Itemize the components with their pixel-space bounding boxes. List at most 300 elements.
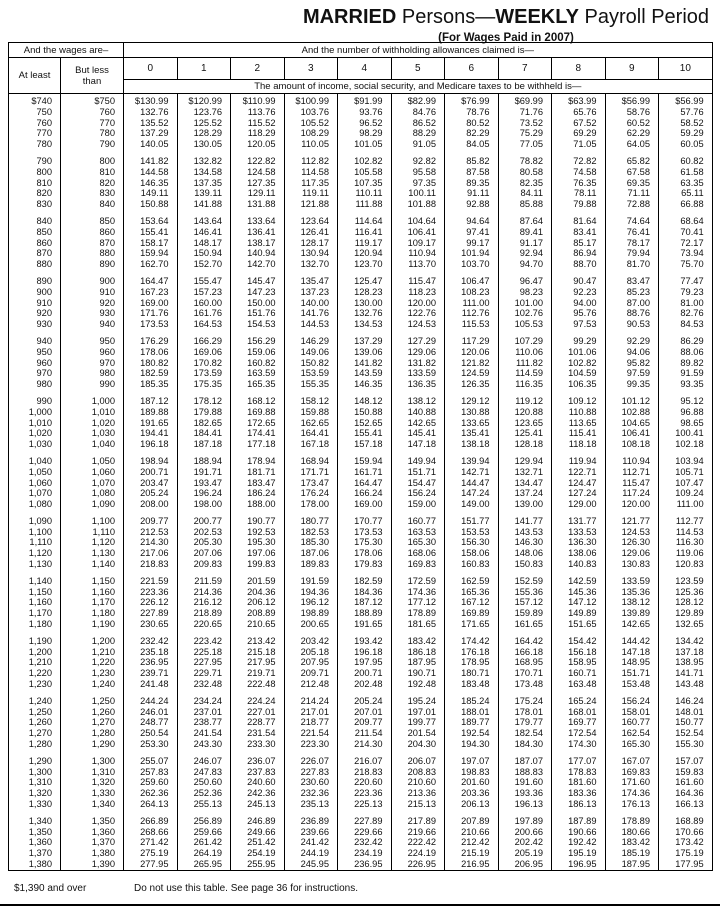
withholding-amount-cell: 101.88 — [391, 199, 445, 210]
withholding-amount-cell: 179.88 — [177, 407, 231, 418]
table-row — [9, 439, 713, 450]
withholding-amount-cell: 180.66 — [605, 827, 659, 838]
withholding-amount-cell: 144.47 — [445, 478, 499, 489]
withholding-amount-cell: 121.82 — [445, 358, 499, 369]
wage-but-less-cell: 1,040 — [61, 439, 124, 450]
withholding-amount-cell: 138.12 — [391, 390, 445, 407]
table-row — [9, 707, 713, 718]
withholding-amount-cell: $130.99 — [124, 94, 178, 107]
withholding-amount-cell: 161.65 — [498, 619, 552, 630]
withholding-amount-cell: 246.07 — [177, 750, 231, 767]
wage-but-less-cell: 870 — [61, 238, 124, 249]
title-married: MARRIED — [302, 6, 397, 28]
withholding-amount-cell: 168.95 — [498, 657, 552, 668]
withholding-amount-cell: 209.77 — [338, 717, 392, 728]
footer-instruction-note: Do not use this table. See page 36 for instructions. — [134, 882, 359, 894]
withholding-amount-cell: 241.42 — [284, 837, 338, 848]
withholding-amount-cell: 92.88 — [445, 199, 499, 210]
withholding-amount-cell: 124.58 — [231, 167, 285, 178]
withholding-amount-cell: 152.54 — [659, 728, 713, 739]
withholding-amount-cell: 205.18 — [284, 647, 338, 658]
withholding-amount-cell: 141.71 — [659, 668, 713, 679]
wage-at-least-cell: 850 — [36, 226, 52, 237]
withholding-amount-cell: 87.58 — [445, 167, 499, 178]
withholding-amount-cell: 195.30 — [231, 537, 285, 548]
withholding-amount-cell: 158.01 — [605, 707, 659, 718]
withholding-amount-cell: 98.29 — [338, 128, 392, 139]
withholding-amount-cell: 198.94 — [124, 450, 178, 467]
withholding-amount-cell: 126.41 — [284, 227, 338, 238]
withholding-amount-cell: 142.65 — [391, 418, 445, 429]
document-header — [300, 6, 712, 44]
wage-but-less-cell: 770 — [61, 118, 124, 129]
wage-at-least-cell: 900 — [36, 286, 52, 297]
withholding-amount-cell: 114.58 — [284, 167, 338, 178]
withholding-amount-cell: 181.65 — [391, 619, 445, 630]
table-row — [9, 608, 713, 619]
withholding-amount-cell: 216.12 — [177, 597, 231, 608]
withholding-amount-cell: 114.53 — [659, 527, 713, 538]
withholding-amount-cell: 217.06 — [124, 548, 178, 559]
withholding-amount-cell: 218.83 — [338, 767, 392, 778]
withholding-amount-cell: 152.59 — [498, 570, 552, 587]
withholding-amount-cell: 205.24 — [124, 488, 178, 499]
withholding-amount-cell: 146.24 — [659, 690, 713, 707]
withholding-amount-cell: 136.41 — [231, 227, 285, 238]
withholding-amount-cell: 169.00 — [338, 499, 392, 510]
withholding-amount-cell: 144.42 — [605, 630, 659, 647]
withholding-amount-cell: 151.77 — [445, 510, 499, 527]
withholding-amount-cell: 77.47 — [659, 270, 713, 287]
withholding-amount-cell: $100.99 — [284, 94, 338, 107]
withholding-amount-cell: 158.12 — [284, 390, 338, 407]
withholding-amount-cell: 232.36 — [284, 788, 338, 799]
withholding-amount-cell: 236.07 — [231, 750, 285, 767]
withholding-amount-cell: 115.47 — [391, 270, 445, 287]
withholding-amount-cell: 191.65 — [124, 418, 178, 429]
withholding-amount-cell: 157.23 — [177, 287, 231, 298]
withholding-amount-cell: 183.48 — [445, 679, 499, 690]
withholding-amount-cell: 131.82 — [391, 358, 445, 369]
withholding-amount-cell: 117.29 — [445, 330, 499, 347]
withholding-amount-cell: 139.00 — [498, 499, 552, 510]
withholding-amount-cell: $110.99 — [231, 94, 285, 107]
table-row — [9, 478, 713, 489]
wage-at-least-cell: 890 — [36, 275, 52, 286]
withholding-amount-cell: 111.00 — [445, 298, 499, 309]
withholding-amount-cell: 150.82 — [284, 358, 338, 369]
withholding-amount-cell: 148.17 — [177, 238, 231, 249]
withholding-amount-cell: 170.82 — [177, 358, 231, 369]
withholding-amount-cell: 255.13 — [177, 799, 231, 810]
withholding-amount-cell: 85.23 — [605, 287, 659, 298]
withholding-amount-cell: 231.54 — [231, 728, 285, 739]
withholding-amount-cell: 86.52 — [391, 118, 445, 129]
withholding-amount-cell: 215.13 — [391, 799, 445, 810]
withholding-amount-cell: 214.24 — [284, 690, 338, 707]
withholding-amount-cell: 236.95 — [124, 657, 178, 668]
withholding-amount-cell: 153.48 — [605, 679, 659, 690]
withholding-amount-cell: 196.18 — [124, 439, 178, 450]
withholding-amount-cell: 226.12 — [124, 597, 178, 608]
withholding-amount-cell: 175.30 — [338, 537, 392, 548]
withholding-amount-cell: 78.17 — [605, 238, 659, 249]
withholding-amount-cell: 144.53 — [284, 319, 338, 330]
withholding-amount-cell: 155.35 — [284, 379, 338, 390]
withholding-amount-cell: 120.94 — [338, 248, 392, 259]
withholding-amount-cell: 254.19 — [231, 848, 285, 859]
withholding-amount-cell: 72.82 — [552, 150, 606, 167]
withholding-amount-cell: 151.71 — [391, 467, 445, 478]
withholding-amount-cell: 211.54 — [338, 728, 392, 739]
withholding-amount-cell: 90.53 — [605, 319, 659, 330]
wage-at-least-cell: 1,130 — [28, 559, 52, 570]
withholding-amount-cell: 245.13 — [231, 799, 285, 810]
wage-but-less-cell: 890 — [61, 259, 124, 270]
withholding-amount-cell: 271.42 — [124, 837, 178, 848]
withholding-amount-cell: 236.89 — [284, 810, 338, 827]
withholding-amount-cell: 169.89 — [445, 608, 499, 619]
withholding-amount-cell: 126.35 — [445, 379, 499, 390]
but-less-than-column-header: But less than — [61, 58, 124, 94]
withholding-amount-cell: 160.82 — [231, 358, 285, 369]
withholding-amount-cell: 182.59 — [338, 570, 392, 587]
withholding-amount-cell: 115.52 — [231, 118, 285, 129]
withholding-amount-cell: 189.77 — [445, 717, 499, 728]
withholding-amount-cell: 89.41 — [498, 227, 552, 238]
table-row — [9, 537, 713, 548]
table-row — [9, 488, 713, 499]
withholding-amount-cell: $120.99 — [177, 94, 231, 107]
allowance-count-header: 2 — [231, 58, 285, 80]
withholding-amount-cell: 163.59 — [231, 368, 285, 379]
withholding-amount-cell: 99.17 — [445, 238, 499, 249]
withholding-amount-cell: 129.89 — [659, 608, 713, 619]
withholding-amount-cell: 197.07 — [445, 750, 499, 767]
withholding-amount-cell: 138.12 — [605, 597, 659, 608]
withholding-amount-cell: 193.36 — [498, 788, 552, 799]
withholding-amount-cell: 172.54 — [552, 728, 606, 739]
wage-at-least-cell: 1,280 — [28, 739, 52, 750]
withholding-amount-cell: 180.77 — [284, 510, 338, 527]
withholding-amount-cell: 123.70 — [338, 259, 392, 270]
withholding-amount-cell: 178.06 — [338, 548, 392, 559]
withholding-amount-cell: 69.29 — [552, 128, 606, 139]
withholding-amount-cell: 88.70 — [552, 259, 606, 270]
withholding-amount-cell: 124.53 — [391, 319, 445, 330]
withholding-amount-cell: 81.70 — [605, 259, 659, 270]
withholding-amount-cell: 153.64 — [124, 210, 178, 227]
wage-at-least-cell: 1,240 — [28, 695, 52, 706]
withholding-amount-cell: 214.36 — [177, 587, 231, 598]
withholding-amount-cell: 135.36 — [605, 587, 659, 598]
withholding-amount-cell: 217.89 — [391, 810, 445, 827]
table-row — [9, 679, 713, 690]
wage-at-least-cell: 1,270 — [28, 728, 52, 739]
withholding-amount-cell: 203.36 — [445, 788, 499, 799]
withholding-amount-cell: 116.41 — [338, 227, 392, 238]
withholding-amount-cell: 166.24 — [338, 488, 392, 499]
withholding-amount-cell: 215.19 — [445, 848, 499, 859]
withholding-amount-cell: 99.35 — [605, 379, 659, 390]
wages-are-header: And the wages are– — [9, 43, 124, 58]
withholding-amount-cell: 177.07 — [552, 750, 606, 767]
withholding-amount-cell: 67.58 — [605, 167, 659, 178]
withholding-amount-cell: 160.00 — [177, 298, 231, 309]
withholding-amount-cell: 98.23 — [498, 287, 552, 298]
withholding-amount-cell: 188.94 — [177, 450, 231, 467]
withholding-amount-cell: 91.11 — [445, 188, 499, 199]
withholding-amount-cell: 103.70 — [445, 259, 499, 270]
withholding-amount-cell: 173.42 — [659, 837, 713, 848]
table-row — [9, 467, 713, 478]
withholding-amount-cell: 161.71 — [338, 467, 392, 478]
withholding-amount-cell: 147.24 — [445, 488, 499, 499]
withholding-amount-cell: 121.77 — [605, 510, 659, 527]
wage-at-least-cell: 1,010 — [28, 417, 52, 428]
withholding-amount-cell: 192.53 — [231, 527, 285, 538]
withholding-amount-cell: 178.94 — [231, 450, 285, 467]
withholding-amount-cell: 218.83 — [124, 559, 178, 570]
withholding-amount-cell: 110.06 — [498, 347, 552, 358]
withholding-amount-cell: 137.35 — [177, 178, 231, 189]
wage-at-least-cell: 940 — [36, 335, 52, 346]
withholding-amount-cell: 170.66 — [659, 827, 713, 838]
withholding-amount-cell: 228.77 — [231, 717, 285, 728]
withholding-amount-cell: 132.70 — [284, 259, 338, 270]
allowance-count-header: 10 — [659, 58, 713, 80]
withholding-amount-cell: 150.94 — [177, 248, 231, 259]
withholding-amount-cell: 243.30 — [177, 739, 231, 750]
withholding-amount-cell: 241.48 — [124, 679, 178, 690]
withholding-amount-cell: 193.47 — [177, 478, 231, 489]
table-row — [9, 548, 713, 559]
withholding-amount-cell: 207.06 — [177, 548, 231, 559]
withholding-amount-cell: 146.29 — [284, 330, 338, 347]
withholding-amount-cell: 64.05 — [605, 139, 659, 150]
withholding-amount-cell: 73.94 — [659, 248, 713, 259]
withholding-amount-cell: 96.88 — [659, 407, 713, 418]
wage-at-least-cell: 1,210 — [28, 657, 52, 668]
wage-but-less-cell: 820 — [61, 178, 124, 189]
withholding-amount-cell: 230.60 — [284, 777, 338, 788]
table-row — [9, 390, 713, 407]
wage-but-less-cell: 1,340 — [61, 799, 124, 810]
wage-at-least-cell: 1,160 — [28, 597, 52, 608]
withholding-amount-cell: 119.11 — [284, 188, 338, 199]
wage-at-least-cell: 820 — [36, 188, 52, 199]
withholding-amount-cell: 88.76 — [605, 308, 659, 319]
withholding-amount-cell: 149.94 — [391, 450, 445, 467]
withholding-amount-cell: 143.48 — [659, 679, 713, 690]
withholding-amount-cell: 174.36 — [391, 587, 445, 598]
withholding-amount-cell: 165.36 — [445, 587, 499, 598]
withholding-amount-cell: 155.41 — [124, 227, 178, 238]
table-row — [9, 238, 713, 249]
withholding-amount-cell: 108.23 — [445, 287, 499, 298]
withholding-amount-cell: 171.71 — [284, 467, 338, 478]
withholding-amount-cell: 125.36 — [659, 587, 713, 598]
withholding-amount-cell: 179.83 — [338, 559, 392, 570]
withholding-amount-cell: 188.00 — [231, 499, 285, 510]
withholding-amount-cell: 171.65 — [445, 619, 499, 630]
withholding-amount-cell: 104.64 — [391, 210, 445, 227]
withholding-amount-cell: 151.65 — [552, 619, 606, 630]
withholding-amount-cell: 127.35 — [231, 178, 285, 189]
withholding-amount-cell: 113.65 — [552, 418, 606, 429]
withholding-amount-cell: 102.82 — [338, 150, 392, 167]
withholding-amount-cell: 150.83 — [498, 559, 552, 570]
withholding-amount-cell: 162.59 — [445, 570, 499, 587]
withholding-amount-cell: 178.12 — [177, 390, 231, 407]
withholding-amount-cell: 192.42 — [552, 837, 606, 848]
withholding-amount-cell: 204.30 — [391, 739, 445, 750]
withholding-amount-cell: 177.95 — [659, 859, 713, 870]
table-footer — [0, 872, 720, 906]
withholding-amount-cell: 164.47 — [124, 270, 178, 287]
withholding-amount-cell: 277.95 — [124, 859, 178, 870]
withholding-amount-cell: 238.77 — [177, 717, 231, 728]
withholding-amount-cell: 74.64 — [605, 210, 659, 227]
wage-at-least-cell: 840 — [36, 215, 52, 226]
table-row — [9, 510, 713, 527]
withholding-amount-cell: 131.77 — [552, 510, 606, 527]
withholding-amount-cell: 107.47 — [659, 478, 713, 489]
withholding-amount-cell: 166.18 — [498, 647, 552, 658]
wage-but-less-cell: 980 — [61, 368, 124, 379]
withholding-amount-cell: 142.65 — [605, 619, 659, 630]
withholding-amount-cell: 227.89 — [124, 608, 178, 619]
withholding-amount-cell: 255.95 — [231, 859, 285, 870]
withholding-amount-cell: 264.19 — [177, 848, 231, 859]
withholding-amount-cell: 72.17 — [659, 238, 713, 249]
withholding-amount-cell: 249.66 — [231, 827, 285, 838]
withholding-amount-cell: 92.94 — [498, 248, 552, 259]
withholding-amount-cell: 84.11 — [498, 188, 552, 199]
withholding-amount-cell: 198.00 — [177, 499, 231, 510]
withholding-amount-cell: 170.77 — [338, 510, 392, 527]
wage-at-least-cell: 810 — [36, 177, 52, 188]
withholding-amount-cell: 213.36 — [391, 788, 445, 799]
wage-at-least-cell: 1,020 — [28, 428, 52, 439]
withholding-amount-cell: 112.76 — [445, 308, 499, 319]
table-row — [9, 178, 713, 189]
withholding-amount-cell: 134.42 — [659, 630, 713, 647]
withholding-amount-cell: 94.00 — [552, 298, 606, 309]
wage-at-least-cell: 1,310 — [28, 777, 52, 788]
withholding-amount-cell: 124.47 — [552, 478, 606, 489]
withholding-amount-cell: 261.42 — [177, 837, 231, 848]
withholding-amount-cell: 185.35 — [124, 379, 178, 390]
withholding-amount-cell: 219.71 — [231, 668, 285, 679]
withholding-amount-cell: 235.13 — [284, 799, 338, 810]
withholding-amount-cell: 106.41 — [391, 227, 445, 238]
withholding-amount-cell: 189.88 — [124, 407, 178, 418]
table-row — [9, 167, 713, 178]
withholding-amount-cell: 115.41 — [552, 428, 606, 439]
withholding-amount-cell: 265.95 — [177, 859, 231, 870]
table-row — [9, 717, 713, 728]
withholding-amount-cell: 172.65 — [231, 418, 285, 429]
table-row — [9, 499, 713, 510]
withholding-amount-cell: 241.54 — [177, 728, 231, 739]
wage-at-least-cell: 980 — [36, 379, 52, 390]
wage-but-less-cell: 1,050 — [61, 450, 124, 467]
withholding-amount-cell: 187.18 — [177, 439, 231, 450]
table-row — [9, 287, 713, 298]
withholding-amount-cell: 168.94 — [284, 450, 338, 467]
withholding-amount-cell: 107.29 — [498, 330, 552, 347]
withholding-amount-cell: 164.53 — [177, 319, 231, 330]
withholding-amount-cell: 158.17 — [124, 238, 178, 249]
wage-but-less-cell: 780 — [61, 128, 124, 139]
withholding-amount-cell: 143.59 — [338, 368, 392, 379]
withholding-amount-cell: 151.76 — [231, 308, 285, 319]
wage-but-less-cell: 1,240 — [61, 679, 124, 690]
withholding-amount-cell: 145.47 — [231, 270, 285, 287]
wage-at-least-cell: 1,030 — [28, 439, 52, 450]
wage-but-less-cell: 960 — [61, 347, 124, 358]
withholding-amount-cell: 149.06 — [284, 347, 338, 358]
withholding-amount-cell: 140.83 — [552, 559, 606, 570]
withholding-amount-cell: 197.95 — [338, 657, 392, 668]
withholding-amount-cell: 97.59 — [605, 368, 659, 379]
table-row — [9, 150, 713, 167]
withholding-amount-cell: 132.76 — [338, 308, 392, 319]
withholding-amount-cell: 207.89 — [445, 810, 499, 827]
withholding-amount-cell: 166.29 — [177, 330, 231, 347]
withholding-amount-cell: 196.95 — [552, 859, 606, 870]
withholding-amount-cell: 120.88 — [498, 407, 552, 418]
withholding-amount-cell: 129.00 — [552, 499, 606, 510]
withholding-amount-cell: 150.88 — [124, 199, 178, 210]
withholding-amount-cell: 245.95 — [284, 859, 338, 870]
withholding-amount-cell: 150.77 — [659, 717, 713, 728]
withholding-amount-cell: 146.41 — [177, 227, 231, 238]
withholding-amount-cell: 187.12 — [338, 597, 392, 608]
withholding-amount-cell: 250.54 — [124, 728, 178, 739]
allowance-count-header: 9 — [605, 58, 659, 80]
withholding-amount-cell: 105.71 — [659, 467, 713, 478]
wage-but-less-cell: 930 — [61, 308, 124, 319]
withholding-table — [8, 42, 713, 871]
withholding-amount-cell: 198.89 — [284, 608, 338, 619]
withholding-amount-cell: 173.53 — [338, 527, 392, 538]
wage-at-least-cell: 1,050 — [28, 466, 52, 477]
withholding-amount-cell: 137.29 — [124, 128, 178, 139]
withholding-amount-cell: 119.94 — [552, 450, 606, 467]
table-row — [9, 128, 713, 139]
withholding-amount-cell: 141.76 — [284, 308, 338, 319]
withholding-amount-cell: 76.41 — [605, 227, 659, 238]
withholding-amount-cell: 127.29 — [391, 330, 445, 347]
withholding-amount-cell: 266.89 — [124, 810, 178, 827]
withholding-amount-cell: 94.64 — [445, 210, 499, 227]
wage-at-least-cell: 1,320 — [28, 788, 52, 799]
wage-at-least-cell: 1,200 — [28, 646, 52, 657]
withholding-amount-cell: 259.66 — [177, 827, 231, 838]
withholding-amount-cell: 150.88 — [338, 407, 392, 418]
withholding-amount-cell: 187.12 — [124, 390, 178, 407]
withholding-amount-cell: 72.88 — [605, 199, 659, 210]
withholding-amount-cell: 178.89 — [605, 810, 659, 827]
table-row — [9, 298, 713, 309]
withholding-amount-cell: 138.18 — [445, 439, 499, 450]
withholding-amount-cell: 156.24 — [605, 690, 659, 707]
allowance-count-header: 7 — [498, 58, 552, 80]
withholding-amount-cell: 124.59 — [445, 368, 499, 379]
withholding-amount-cell: 192.48 — [391, 679, 445, 690]
